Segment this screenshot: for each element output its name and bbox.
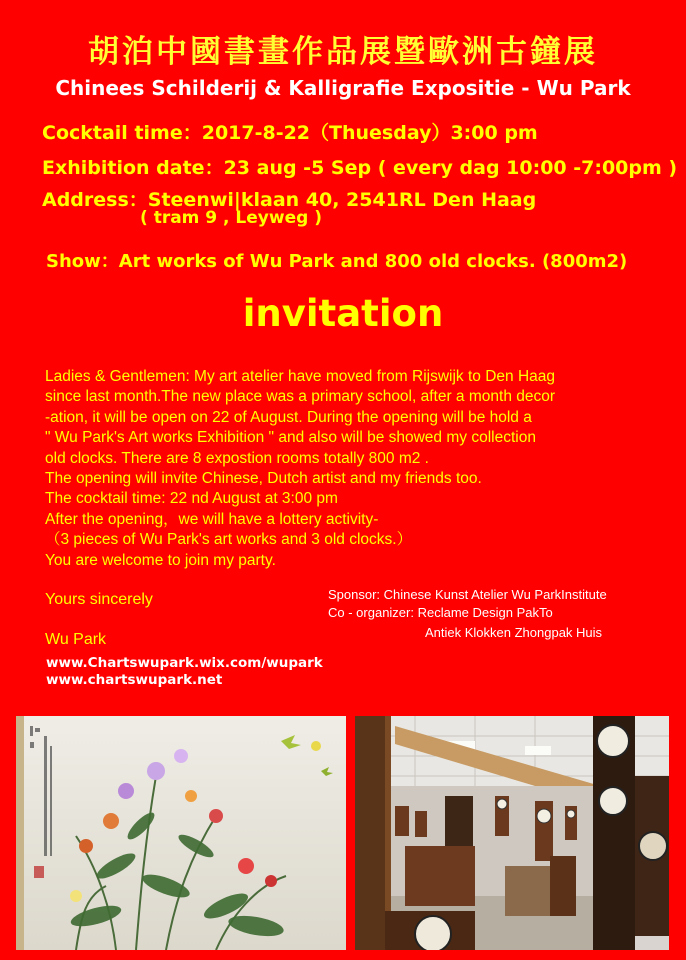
letter-line: Ladies & Gentlemen: My art atelier have moved from Rijswijk to Den Haag	[45, 368, 555, 385]
co-organizer: Co - organizer: Reclame Design PakTo	[328, 605, 553, 620]
title-chinese: 胡泊中國書畫作品展暨歐洲古鐘展	[88, 34, 598, 70]
address-note: ( tram 9 , Leyweg )	[140, 208, 322, 228]
clock-showroom-image	[355, 716, 669, 950]
letter-line: The opening will invite Chinese, Dutch artist and my friends too.	[45, 470, 482, 488]
letter-body	[45, 367, 665, 571]
website-link-2[interactable]: www.chartswupark.net	[46, 672, 223, 688]
letter-line: " Wu Park's Art works Exhibition " and also will be showed my collection	[45, 429, 536, 447]
website-link-1[interactable]: www.Chartswupark.wix.com/wupark	[46, 655, 323, 671]
letter-line: After the opening，we will have a lottery activity-	[45, 510, 379, 528]
cocktail-time: Cocktail time：2017-8-22（Thuesday）3:00 pm	[42, 122, 538, 144]
clock-showroom-photo	[355, 716, 669, 950]
letter-line: since last month.The new place was a primary school, after a month decor	[45, 388, 556, 406]
flower-painting-photo	[16, 716, 346, 950]
letter-line: old clocks. There are 8 expostion rooms totally 800 m2 .	[45, 449, 429, 467]
address: Address：Steenwi|klaan 40, 2541RL Den Haag	[42, 189, 537, 211]
closing: Yours sincerely	[45, 591, 153, 608]
letter-line: （3 pieces of Wu Park's art works and 3 old clocks.）	[45, 531, 413, 549]
title-english: Chinees Schilderij & Kalligrafie Expositie - Wu Park	[55, 76, 631, 100]
invitation-heading: invitation	[242, 292, 444, 335]
letter-line: -ation, it will be open on 22 of August. During the opening will be hold a	[45, 408, 532, 426]
letter-line: The cocktail time: 22 nd August at 3:00 pm	[45, 490, 338, 508]
flower-painting-image	[16, 716, 346, 950]
co-organizer-2: Antiek Klokken Zhongpak Huis	[425, 625, 603, 640]
signature: Wu Park	[45, 631, 107, 648]
show-description: Show：Art works of Wu Park and 800 old clocks. (800m2)	[46, 251, 628, 272]
exhibition-date: Exhibition date：23 aug -5 Sep ( every dag 10:00 -7:00pm )	[42, 157, 678, 179]
sponsor: Sponsor: Chinese Kunst Atelier Wu ParkInstitute	[328, 587, 607, 602]
letter-line: You are welcome to join my party.	[45, 551, 276, 569]
